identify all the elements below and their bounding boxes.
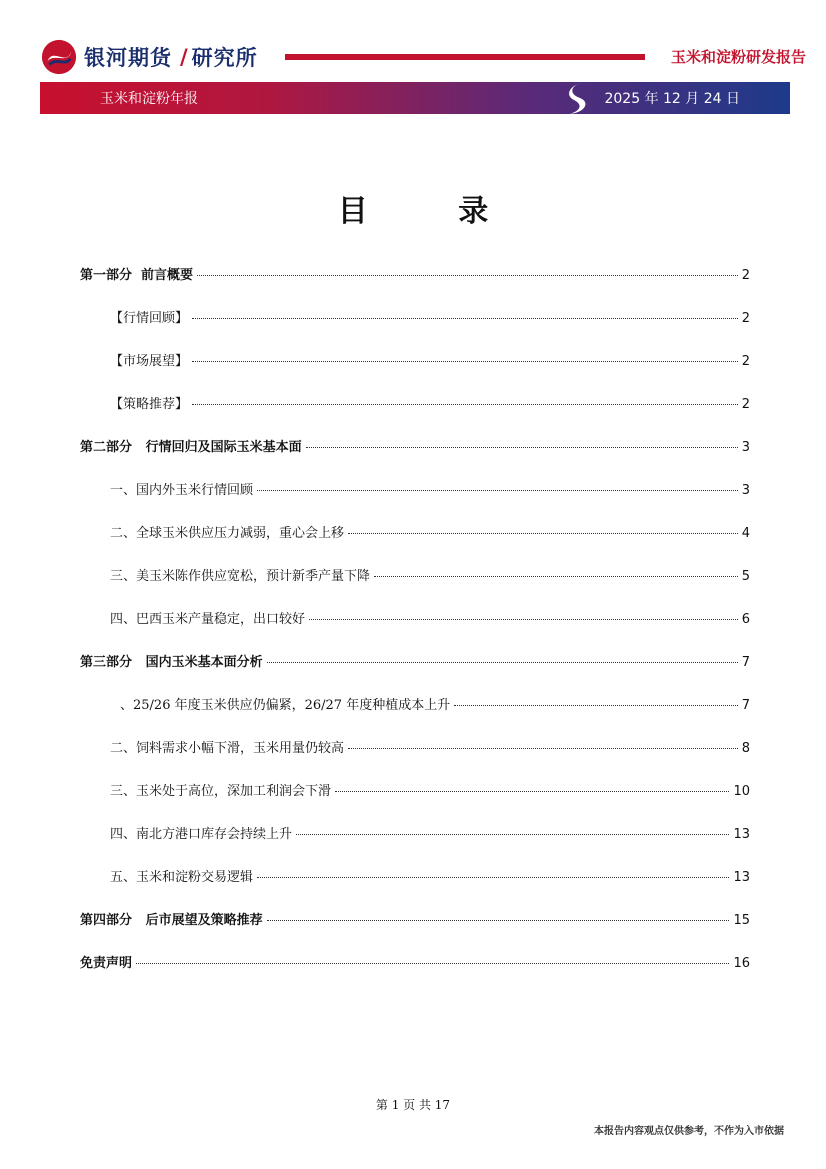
toc-entry[interactable] xyxy=(80,264,750,283)
toc-label: 四、巴西玉米产量稳定，出口较好 xyxy=(110,612,306,627)
toc-label: 四、南北方港口库存会持续上升 xyxy=(110,827,293,842)
toc-leader xyxy=(306,447,738,448)
toc-page: 10 xyxy=(733,784,750,799)
toc-leader xyxy=(374,576,738,577)
footer-disclaimer: 本报告内容观点仅供参考，不作为入市依据 xyxy=(594,1126,784,1137)
header-banner xyxy=(40,82,790,114)
toc-page: 3 xyxy=(741,440,750,455)
toc-leader xyxy=(309,619,738,620)
toc-leader xyxy=(348,748,738,749)
toc-label: 免责声明 xyxy=(80,956,133,971)
toc-page: 6 xyxy=(741,612,750,627)
toc-label: 一、国内外玉米行情回顾 xyxy=(110,483,254,498)
toc-page: 5 xyxy=(741,569,750,584)
toc-page: 2 xyxy=(741,268,750,283)
toc-page: 16 xyxy=(733,956,750,971)
toc-label: 【市场展望】 xyxy=(110,354,189,369)
toc-label: 【策略推荐】 xyxy=(110,397,189,412)
toc-title: 目 录 xyxy=(337,194,529,229)
banner-title: 玉米和淀粉年报 xyxy=(100,91,198,107)
toc-label: 第一部分 前言概要 xyxy=(80,268,194,283)
page-number: 第 1 页 共 17 xyxy=(375,1098,451,1112)
toc-page: 13 xyxy=(733,827,750,842)
toc-leader xyxy=(267,662,738,663)
toc-page: 13 xyxy=(733,870,750,885)
brand-slash: / xyxy=(180,45,188,69)
toc-page: 4 xyxy=(741,526,750,541)
toc-entry[interactable] xyxy=(120,694,750,713)
toc-leader xyxy=(257,877,729,878)
brand-name: 银河期货 xyxy=(84,46,172,70)
toc-leader xyxy=(335,791,729,792)
toc-label: 二、全球玉米供应压力减弱，重心会上移 xyxy=(110,526,345,541)
toc-page: 7 xyxy=(741,655,750,670)
toc-page: 2 xyxy=(741,354,750,369)
toc-entry[interactable] xyxy=(110,780,750,799)
toc-entry[interactable] xyxy=(110,479,750,498)
toc-entry[interactable] xyxy=(110,350,750,369)
swoosh-icon xyxy=(560,80,600,116)
toc-label: 五、玉米和淀粉交易逻辑 xyxy=(110,870,254,885)
toc-page: 2 xyxy=(741,397,750,412)
report-date: 2025 年 12 月 24 日 xyxy=(604,91,740,107)
toc-label: 第二部分 行情回归及国际玉米基本面 xyxy=(80,440,302,455)
toc-page: 2 xyxy=(741,311,750,326)
toc-entry[interactable] xyxy=(110,608,750,627)
toc-label: 三、美玉米陈作供应宽松，预计新季产量下降 xyxy=(110,569,371,584)
toc-entry[interactable] xyxy=(80,651,750,670)
report-type: 玉米和淀粉研发报告 xyxy=(670,48,806,66)
toc-entry[interactable] xyxy=(110,737,750,756)
toc-label: 、25/26 年度玉米供应仍偏紧，26/27 年度种植成本上升 xyxy=(120,698,451,713)
toc-page: 15 xyxy=(733,913,750,928)
toc-label: 第四部分 后市展望及策略推荐 xyxy=(80,913,263,928)
company-logo xyxy=(40,38,258,76)
toc-leader xyxy=(296,834,729,835)
toc-entry[interactable] xyxy=(110,307,750,326)
toc-entry[interactable] xyxy=(110,393,750,412)
toc-label: 三、玉米处于高位，深加工利润会下滑 xyxy=(110,784,332,799)
galaxy-logo-icon xyxy=(40,38,78,76)
toc-leader xyxy=(136,963,729,964)
toc-leader xyxy=(267,920,730,921)
toc-leader xyxy=(257,490,738,491)
header-divider xyxy=(285,54,645,60)
toc-page: 3 xyxy=(741,483,750,498)
toc-page: 8 xyxy=(741,741,750,756)
toc-entry[interactable] xyxy=(80,952,750,971)
toc-leader xyxy=(192,404,738,405)
toc-page: 7 xyxy=(741,698,750,713)
toc-entry[interactable] xyxy=(110,866,750,885)
toc-entry[interactable] xyxy=(80,909,750,928)
toc-label: 二、饲料需求小幅下滑，玉米用量仍较高 xyxy=(110,741,345,756)
toc-leader xyxy=(192,318,738,319)
toc-leader xyxy=(348,533,738,534)
toc-label: 【行情回顾】 xyxy=(110,311,189,326)
toc-leader xyxy=(192,361,738,362)
toc-leader xyxy=(197,275,738,276)
brand-sub: 研究所 xyxy=(191,46,258,70)
toc-entry[interactable] xyxy=(110,565,750,584)
toc-label: 第三部分 国内玉米基本面分析 xyxy=(80,655,263,670)
toc-entry[interactable] xyxy=(80,436,750,455)
toc-entry[interactable] xyxy=(110,823,750,842)
toc-leader xyxy=(454,705,738,706)
toc-entry[interactable] xyxy=(110,522,750,541)
